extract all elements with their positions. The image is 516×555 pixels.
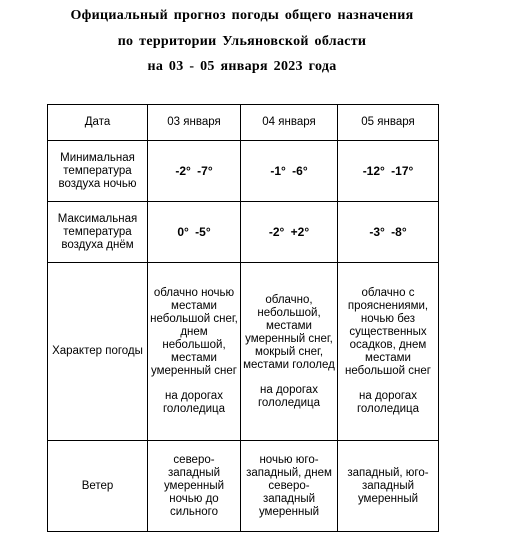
forecast-title-line-2: по территории Ульяновской области <box>117 34 367 49</box>
road-conditions: на дорогах гололедица <box>356 390 420 415</box>
weather-cell-day-3 <box>338 263 439 441</box>
wind-cell-day-3: западный, юго-западный умеренный <box>338 441 439 532</box>
table-row-wind <box>48 441 439 532</box>
min-temp-cell-day-1: -2° -7° <box>148 141 241 202</box>
road-conditions: на дорогах гололедица <box>257 383 321 409</box>
road-conditions: на дорогах гололедица <box>162 390 226 415</box>
weather-cell-day-1 <box>148 263 241 441</box>
min-temp-label-cell: Минимальная температура воздуха ночью <box>48 141 148 202</box>
weather-description: облачно, небольшой, местами умеренный снег, мокрый снег, местами гололед <box>243 293 335 371</box>
max-temp-cell-day-2: -2° +2° <box>241 202 338 263</box>
table-row-date <box>48 105 439 141</box>
table-row-weather <box>48 263 439 441</box>
forecast-title-line-1: Официальный прогноз погоды общего назначения <box>70 8 414 23</box>
weather-description: облачно ночью местами небольшой снег, днем небольшой, местами умеренный снег <box>150 287 238 377</box>
date-cell-day-1: 03 января <box>148 105 241 141</box>
table-row-min-temp <box>48 141 439 202</box>
date-cell-day-2: 04 января <box>241 105 338 141</box>
table-row-max-temp <box>48 202 439 263</box>
wind-cell-day-2: ночью юго-западный, днем северо-западный умеренный <box>241 441 338 532</box>
max-temp-cell-day-3: -3° -8° <box>338 202 439 263</box>
weather-description: облачно с прояснениями, ночью без существенных осадков, днем местами небольшой снег <box>345 287 431 377</box>
wind-cell-day-1: северо-западный умеренный ночью до сильного <box>148 441 241 532</box>
min-temp-cell-day-3: -12° -17° <box>338 141 439 202</box>
max-temp-cell-day-1: 0° -5° <box>148 202 241 263</box>
min-temp-cell-day-2: -1° -6° <box>241 141 338 202</box>
weather-label-cell: Характер погоды <box>48 263 148 441</box>
forecast-table <box>47 104 439 532</box>
wind-label-cell: Ветер <box>48 441 148 532</box>
date-label-cell: Дата <box>48 105 148 141</box>
date-cell-day-3: 05 января <box>338 105 439 141</box>
weather-cell-day-2 <box>241 263 338 441</box>
max-temp-label-cell: Максимальная температура воздуха днём <box>48 202 148 263</box>
forecast-title-line-3: на 03 - 05 января 2023 года <box>147 59 337 74</box>
